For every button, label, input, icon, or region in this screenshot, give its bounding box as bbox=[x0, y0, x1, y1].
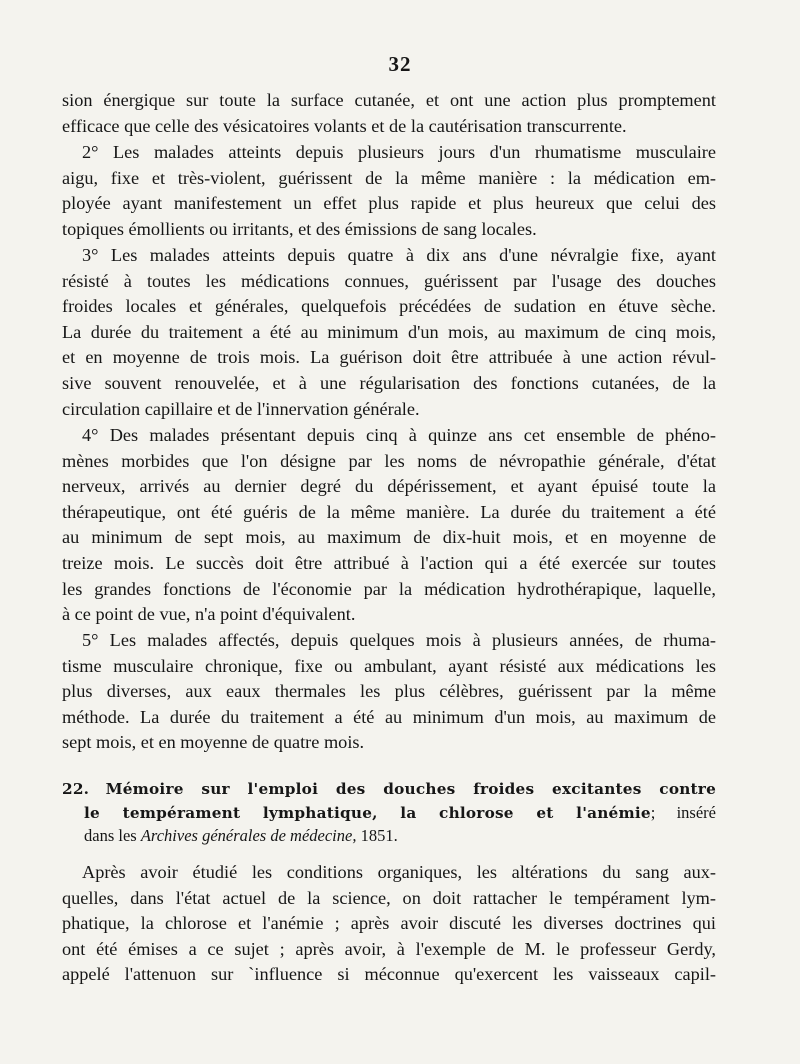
heading-number: 22. bbox=[62, 780, 90, 798]
section-heading bbox=[62, 777, 716, 848]
publication-prefix: dans les bbox=[84, 826, 137, 845]
text-line: à ce point de vue, n'a point d'équivalent. bbox=[62, 604, 356, 625]
paragraph-item-2 bbox=[62, 140, 716, 242]
heading-line bbox=[62, 824, 716, 848]
text-line: 2° Les malades atteints depuis plusieurs jours d'un rhumatisme musculaire bbox=[82, 142, 716, 162]
text-line: ont été émises a ce sujet ; après avoir, à l'exemple de M. le professeur Gerdy, bbox=[62, 938, 716, 959]
publication-year: 1851. bbox=[360, 826, 398, 845]
page-number: 32 bbox=[388, 52, 412, 76]
heading-title: Mémoire sur l'emploi des douches froides excitantes contre bbox=[105, 780, 716, 798]
text-line: sept mois, et en moyenne de quatre mois. bbox=[62, 732, 365, 753]
text-line: au minimum de sept mois, au maximum de dix-huit mois, et en moyenne de bbox=[62, 527, 716, 548]
text-line: 5° Les malades affectés, depuis quelques mois à plusieurs années, de rhuma- bbox=[82, 630, 716, 650]
text-line: topiques émollients ou irritants, et des émissions de sang locales. bbox=[62, 218, 537, 239]
text-line: La durée du traitement a été au minimum d'un mois, au maximum de cinq mois, bbox=[62, 321, 716, 342]
text-line: tisme musculaire chronique, fixe ou ambulant, ayant résisté aux médications les bbox=[62, 655, 716, 676]
text-line: thérapeutique, ont été guéris de la même manière. La durée du traitement a été bbox=[62, 501, 716, 522]
text-line: et en moyenne de trois mois. La guérison doit être attribuée à une action révul- bbox=[62, 347, 716, 368]
paragraph-item-3 bbox=[62, 243, 716, 422]
paragraph-item-4 bbox=[62, 423, 716, 628]
text-line: quelles, dans l'état actuel de la science, on doit rattacher le tempérament lym- bbox=[62, 887, 716, 908]
publication-name: Archives générales de médecine, bbox=[140, 826, 357, 845]
text-line: froides locales et générales, quelquefois précédées de sudation en étuve sèche. bbox=[62, 296, 716, 317]
text-line: aigu, fixe et très-violent, guérissent de la même manière : la médication em- bbox=[62, 167, 716, 188]
text-line: ployée ayant manifestement un effet plus rapide et plus heureux que celui des bbox=[62, 193, 716, 214]
text-line: méthode. La durée du traitement a été au minimum d'un mois, au maximum de bbox=[62, 706, 716, 727]
heading-line bbox=[62, 801, 716, 825]
text-line: treize mois. Le succès doit être attribué à l'action qui a été exercée sur toutes bbox=[62, 552, 716, 573]
heading-line bbox=[62, 777, 716, 801]
text-line: 4° Des malades présentant depuis cinq à quinze ans cet ensemble de phéno- bbox=[82, 425, 716, 445]
text-line: appelé l'attenuon sur `influence si méconnue qu'exercent les vaisseaux capil- bbox=[62, 964, 716, 985]
paragraph-continuation bbox=[62, 88, 716, 139]
text-line: sive souvent renouvelée, et à une régularisation des fonctions cutanées, de la bbox=[62, 372, 716, 393]
text-line: nerveux, arrivés au dernier degré du dépérissement, et ayant épuisé toute la bbox=[62, 476, 716, 497]
text-line: plus diverses, aux eaux thermales les plus célèbres, guérissent par la même bbox=[62, 681, 716, 702]
text-line: 3° Les malades atteints depuis quatre à dix ans d'une névralgie fixe, ayant bbox=[82, 245, 716, 265]
text-line: mènes morbides que l'on désigne par les noms de névropathie générale, d'état bbox=[62, 450, 716, 471]
paragraph-item-5 bbox=[62, 628, 716, 756]
text-line: circulation capillaire et de l'innervation générale. bbox=[62, 398, 420, 419]
text-line: Après avoir étudié les conditions organiques, les altérations du sang aux- bbox=[82, 862, 716, 882]
text-line: efficace que celle des vésicatoires volants et de la cautérisation transcurrente. bbox=[62, 115, 627, 136]
text-line: les grandes fonctions de l'économie par la médication hydrothérapique, laquelle, bbox=[62, 578, 716, 599]
text-line: résisté à toutes les médications connues, guérissent par l'usage des douches bbox=[62, 270, 716, 291]
paragraph-intro bbox=[62, 860, 716, 988]
text-line: phatique, la chlorose et l'anémie ; après avoir discuté les diverses doctrines qui bbox=[62, 913, 716, 934]
text-line: sion énergique sur toute la surface cutanée, et ont une action plus promptement bbox=[62, 90, 716, 110]
heading-title-continued: le tempérament lymphatique, la chlorose et l'anémie bbox=[84, 803, 651, 822]
heading-after-title: ; inséré bbox=[650, 802, 716, 822]
